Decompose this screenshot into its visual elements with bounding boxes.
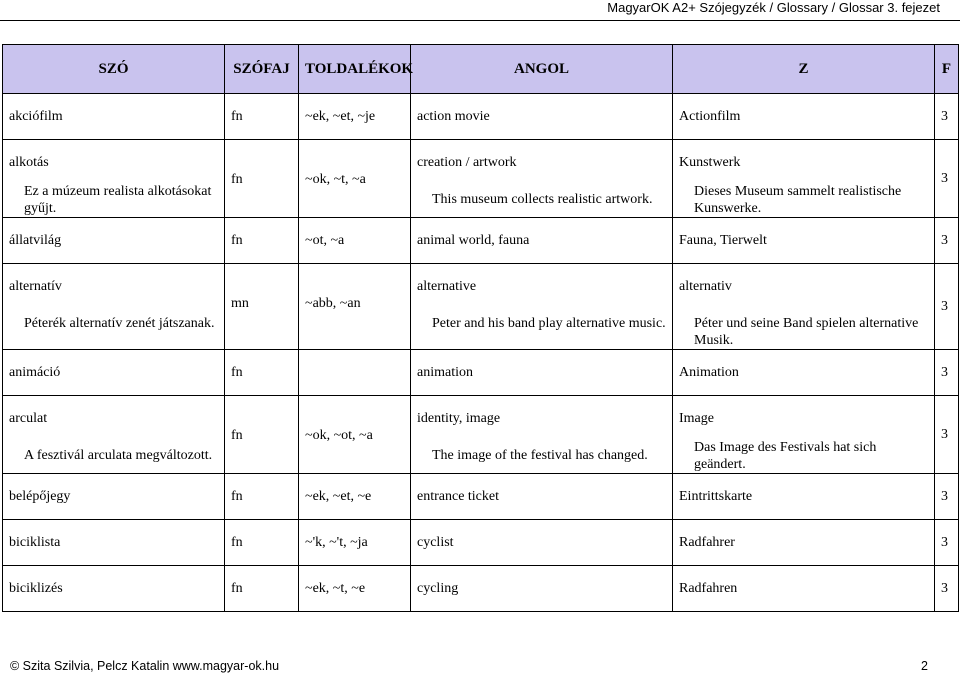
pos-cell: fn [225,520,299,566]
word-example: Péterék alternatív zenét játszanak. [24,316,215,331]
english: alternative [417,279,477,294]
table-row [3,94,959,140]
level-cell: 3 [935,396,959,474]
german-example: Dieses Museum sammelt realistische Kunswerke. [694,184,902,216]
page-number: 2 [921,659,928,673]
english-cell [411,396,673,474]
suffix-cell: ~ek, ~t, ~e [299,566,411,612]
english-cell [411,264,673,350]
english-example: The image of the festival has changed. [432,448,648,463]
german-example: Péter und seine Band spielen alternative Musik. [694,316,919,348]
english-cell: animation [411,350,673,396]
german-example: Das Image des Festivals hat sich geändert. [694,440,877,472]
german: alternativ [679,279,732,294]
german-cell [673,264,935,350]
word-cell: biciklista [3,520,225,566]
german-cell: Actionfilm [673,94,935,140]
word-example: A fesztivál arculata megváltozott. [24,448,213,463]
table-row [3,566,959,612]
word-cell: belépőjegy [3,474,225,520]
word: alternatív [9,279,62,294]
table-row [3,140,959,218]
glossary-table [2,44,959,612]
column-header-level: F [935,45,959,94]
page-header: MagyarOK A2+ Szójegyzék / Glossary / Glossar 3. fejezet [607,0,940,15]
suffix-cell: ~ek, ~et, ~je [299,94,411,140]
pos-cell [225,140,299,218]
pos-cell: fn [225,474,299,520]
pos-cell [225,264,299,350]
column-header-suffix: TOLDALÉKOK [299,45,411,94]
word-cell: állatvilág [3,218,225,264]
german-cell: Animation [673,350,935,396]
level-cell: 3 [935,566,959,612]
column-header-german: Z [673,45,935,94]
word-cell: akciófilm [3,94,225,140]
column-header-english: ANGOL [411,45,673,94]
english-cell: entrance ticket [411,474,673,520]
suffix: ~abb, ~an [305,296,361,311]
german-cell: Radfahren [673,566,935,612]
word: arculat [9,411,48,426]
pos: fn [231,172,243,187]
table-row [3,218,959,264]
column-header-pos: SZÓFAJ [225,45,299,94]
english-cell: animal world, fauna [411,218,673,264]
word-cell: biciklizés [3,566,225,612]
pos: mn [231,296,249,311]
word-cell [3,140,225,218]
word-cell [3,264,225,350]
english-cell: cyclist [411,520,673,566]
suffix-cell: ~ek, ~et, ~e [299,474,411,520]
level-cell: 3 [935,520,959,566]
pos-cell: fn [225,218,299,264]
english-example: This museum collects realistic artwork. [432,192,653,207]
header-rule [0,20,960,21]
table-row [3,474,959,520]
word-cell [3,396,225,474]
german-cell: Eintrittskarte [673,474,935,520]
word-cell: animáció [3,350,225,396]
english-example: Peter and his band play alternative music. [432,316,666,331]
pos-cell: fn [225,566,299,612]
suffix-cell [299,350,411,396]
pos: fn [231,428,243,443]
german: Kunstwerk [679,155,741,170]
english: identity, image [417,411,501,426]
table-header-row [3,45,959,94]
table-row [3,520,959,566]
copyright-text: © Szita Szilvia, Pelcz Katalin www.magyar-ok.hu [10,659,280,673]
suffix-cell: ~'k, ~'t, ~ja [299,520,411,566]
german: Image [679,411,714,426]
german-cell: Fauna, Tierwelt [673,218,935,264]
suffix-cell: ~ot, ~a [299,218,411,264]
word: alkotás [9,155,49,170]
german-cell: Radfahrer [673,520,935,566]
table-row [3,264,959,350]
table-row [3,350,959,396]
word-example: Ez a múzeum realista alkotásokat gyűjt. [24,184,212,216]
level-cell: 3 [935,474,959,520]
english: creation / artwork [417,155,517,170]
level-cell: 3 [935,94,959,140]
table-row [3,396,959,474]
level-cell: 3 [935,350,959,396]
level-cell: 3 [935,264,959,350]
pos-cell [225,396,299,474]
level-cell: 3 [935,140,959,218]
pos-cell: fn [225,94,299,140]
english-cell [411,140,673,218]
english-cell: action movie [411,94,673,140]
german-cell [673,140,935,218]
suffix: ~ok, ~ot, ~a [305,428,373,443]
suffix-cell [299,264,411,350]
column-header-word: SZÓ [3,45,225,94]
suffix-cell [299,396,411,474]
level-cell: 3 [935,218,959,264]
english-cell: cycling [411,566,673,612]
page-footer [10,658,928,674]
suffix: ~ok, ~t, ~a [305,172,366,187]
pos-cell: fn [225,350,299,396]
suffix-cell [299,140,411,218]
german-cell [673,396,935,474]
